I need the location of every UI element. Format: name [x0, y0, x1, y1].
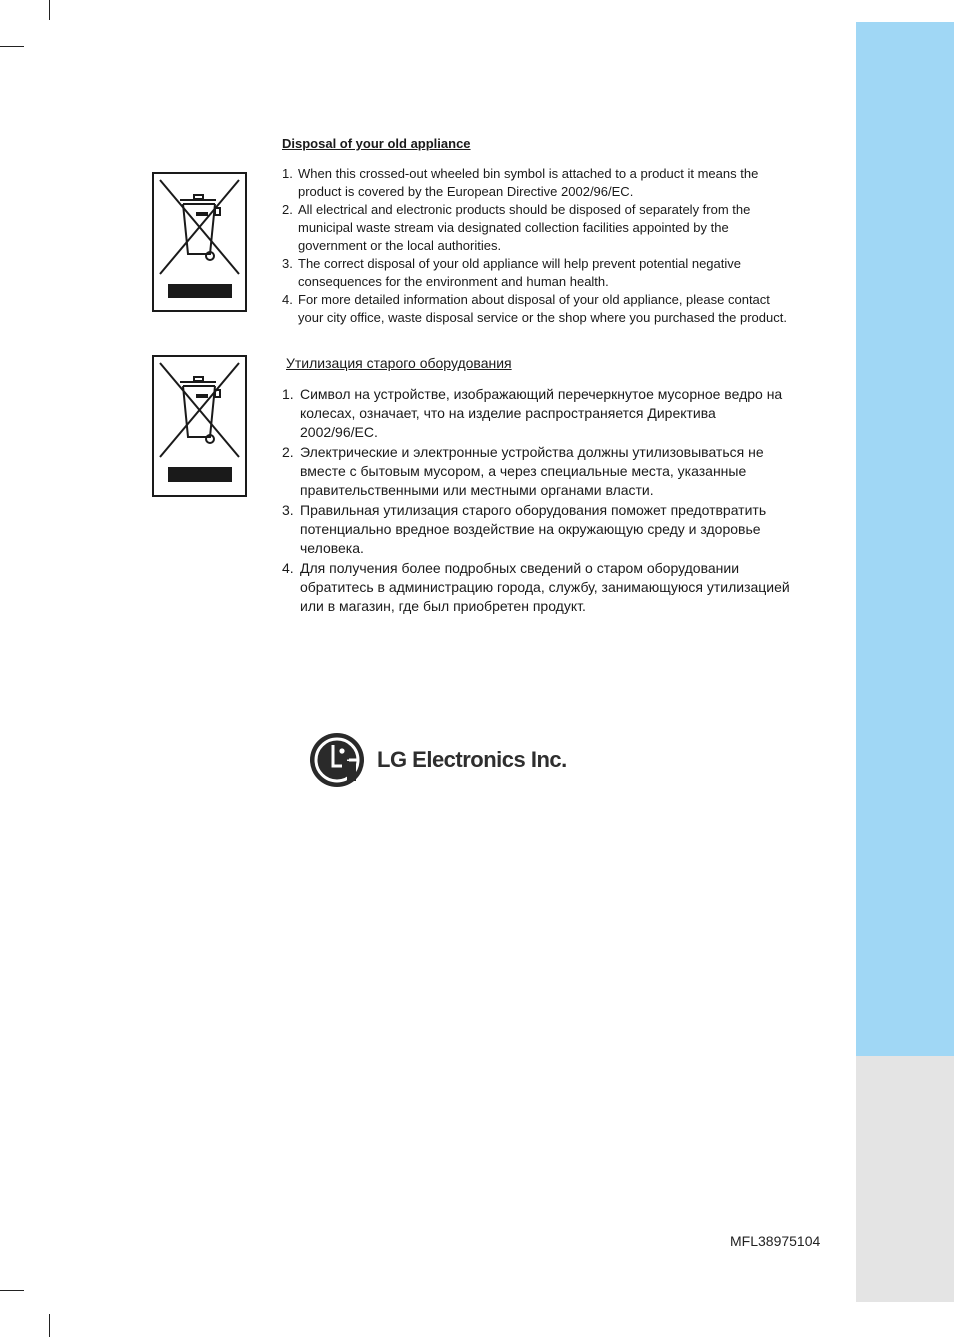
disposal-list: [282, 385, 792, 616]
list-item: [282, 559, 792, 616]
crop-mark: [0, 1290, 24, 1291]
document-code: MFL38975104: [730, 1233, 821, 1249]
company-logo: [309, 732, 567, 788]
crossed-out-wheeled-bin-icon: [154, 357, 245, 495]
list-item: [282, 255, 792, 291]
list-item: [282, 201, 792, 255]
list-item-number: 3.: [282, 256, 293, 271]
side-color-strip-blue: [856, 22, 954, 1056]
crop-mark: [49, 0, 50, 20]
list-item-text: Правильная утилизация старого оборудования поможет предотвратить потенциально вредное воздействие на окружающую среду и здоровье человека.: [300, 502, 767, 556]
list-item-text: For more detailed information about disposal of your old appliance, please contact your city office, waste disposal service or the shop where you purchased the product.: [298, 292, 787, 325]
list-item-text: Символ на устройстве, изображающий перечеркнутое мусорное ведро на колесах, означает, что на изделие распространяется Директива 2002/96/EC.: [300, 386, 783, 440]
crop-mark: [0, 46, 24, 47]
list-item-text: All electrical and electronic products should be disposed of separately from the municipal waste stream via designated collection facilities appointed by the government or the local authorities.: [298, 202, 751, 253]
weee-symbol-box: [152, 172, 247, 312]
weee-symbol-box: [152, 355, 247, 497]
list-item-number: 2.: [282, 202, 293, 217]
list-item-text: Электрические и электронные устройства должны утилизовываться не вместе с бытовым мусором, а через специальные места, указанные правительственными или местными органами власти.: [300, 444, 764, 498]
list-item-text: The correct disposal of your old appliance will help prevent potential negative consequences for the environment and human health.: [298, 256, 741, 289]
list-item-number: 1.: [282, 166, 293, 181]
disposal-section-english: [282, 135, 792, 327]
list-item: [282, 501, 792, 558]
list-item-text: Для получения более подробных сведений о старом оборудовании обратитесь в администрацию города, службу, занимающуюся утилизацией или в магазин, где был приобретен продукт.: [300, 560, 790, 614]
section-heading: Утилизация старого оборудования: [286, 355, 512, 371]
list-item-number: 3.: [282, 502, 294, 518]
company-name: LG Electronics Inc.: [377, 747, 567, 772]
crossed-out-wheeled-bin-icon: [154, 174, 245, 310]
list-item-number: 4.: [282, 560, 294, 576]
list-item-number: 2.: [282, 444, 294, 460]
list-item: [282, 165, 792, 201]
section-heading: Disposal of your old appliance: [282, 136, 471, 151]
list-item-number: 4.: [282, 292, 293, 307]
list-item-number: 1.: [282, 386, 294, 402]
side-color-strip-gray: [856, 1056, 954, 1302]
list-item: [282, 443, 792, 500]
list-item: [282, 385, 792, 442]
disposal-list: [282, 165, 792, 327]
list-item-text: When this crossed-out wheeled bin symbol is attached to a product it means the product is covered by the European Directive 2002/96/EC.: [298, 166, 759, 199]
crop-mark: [49, 1314, 50, 1337]
list-item: [282, 291, 792, 327]
lg-logo-icon: [309, 732, 365, 788]
disposal-section-russian: [282, 355, 792, 617]
